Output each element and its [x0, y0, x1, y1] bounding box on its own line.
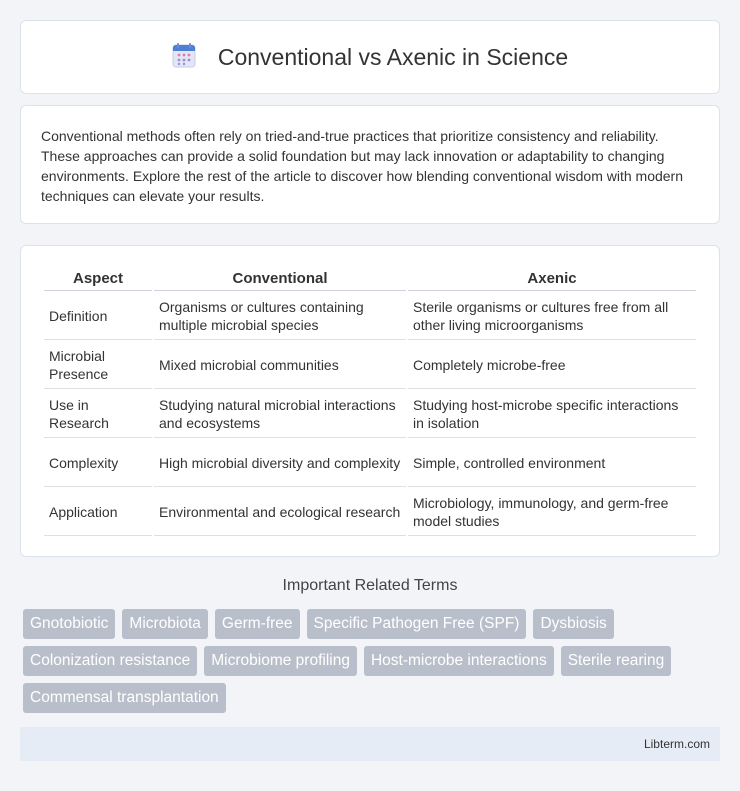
header-card — [20, 20, 720, 94]
tag-sterile-rearing[interactable]: Sterile rearing — [561, 646, 672, 676]
table-cell-conventional: Mixed microbial communities — [154, 342, 406, 389]
table-cell-conventional: Environmental and ecological research — [154, 489, 406, 536]
related-terms-list — [23, 609, 723, 713]
comparison-table-card — [20, 245, 720, 557]
table-cell-aspect: Use in Research — [44, 391, 152, 438]
table-row — [44, 391, 696, 438]
tag-commensal-transplantation[interactable]: Commensal transplantation — [23, 683, 226, 713]
intro-text: Conventional methods often rely on tried-and-true practices that prioritize consistency and reliability. These approaches can provide a solid foundation but may lack innovation or adaptability to changing environments. Explore the rest of the article to discover how blending conventional wisdom with modern techniques can elevate your results. — [41, 128, 683, 204]
related-terms-heading: Important Related Terms — [282, 577, 458, 594]
footer-site-link[interactable]: Libterm.com — [643, 737, 710, 751]
table-cell-aspect: Definition — [44, 293, 152, 340]
table-cell-aspect: Complexity — [44, 440, 152, 487]
tag-host-microbe-interactions[interactable]: Host-microbe interactions — [364, 646, 554, 676]
column-header-axenic: Axenic — [408, 268, 696, 291]
tag-gnotobiotic[interactable]: Gnotobiotic — [23, 609, 115, 639]
intro-card — [20, 105, 720, 224]
column-header-conventional: Conventional — [154, 268, 406, 291]
table-cell-axenic: Studying host-microbe specific interactions in isolation — [408, 391, 696, 438]
table-row — [44, 440, 696, 487]
table-cell-axenic: Completely microbe-free — [408, 342, 696, 389]
table-cell-conventional: High microbial diversity and complexity — [154, 440, 406, 487]
tag-microbiome-profiling[interactable]: Microbiome profiling — [204, 646, 357, 676]
table-cell-axenic: Simple, controlled environment — [408, 440, 696, 487]
tag-germ-free[interactable]: Germ-free — [215, 609, 300, 639]
tag-colonization-resistance[interactable]: Colonization resistance — [23, 646, 197, 676]
table-cell-axenic: Microbiology, immunology, and germ-free model studies — [408, 489, 696, 536]
page-title: Conventional vs Axenic in Science — [217, 43, 569, 70]
calendar-icon — [172, 42, 196, 73]
tag-spf[interactable]: Specific Pathogen Free (SPF) — [307, 609, 527, 639]
table-row — [44, 293, 696, 340]
table-cell-aspect: Microbial Presence — [44, 342, 152, 389]
table-row — [44, 489, 696, 536]
table-row — [44, 342, 696, 389]
table-cell-conventional: Organisms or cultures containing multiple microbial species — [154, 293, 406, 340]
footer — [20, 727, 720, 761]
column-header-aspect: Aspect — [44, 268, 152, 291]
table-header-row — [44, 268, 696, 291]
comparison-table — [42, 266, 698, 538]
table-cell-aspect: Application — [44, 489, 152, 536]
tag-microbiota[interactable]: Microbiota — [122, 609, 208, 639]
tag-dysbiosis[interactable]: Dysbiosis — [533, 609, 613, 639]
table-cell-axenic: Sterile organisms or cultures free from all other living microorganisms — [408, 293, 696, 340]
table-cell-conventional: Studying natural microbial interactions and ecosystems — [154, 391, 406, 438]
